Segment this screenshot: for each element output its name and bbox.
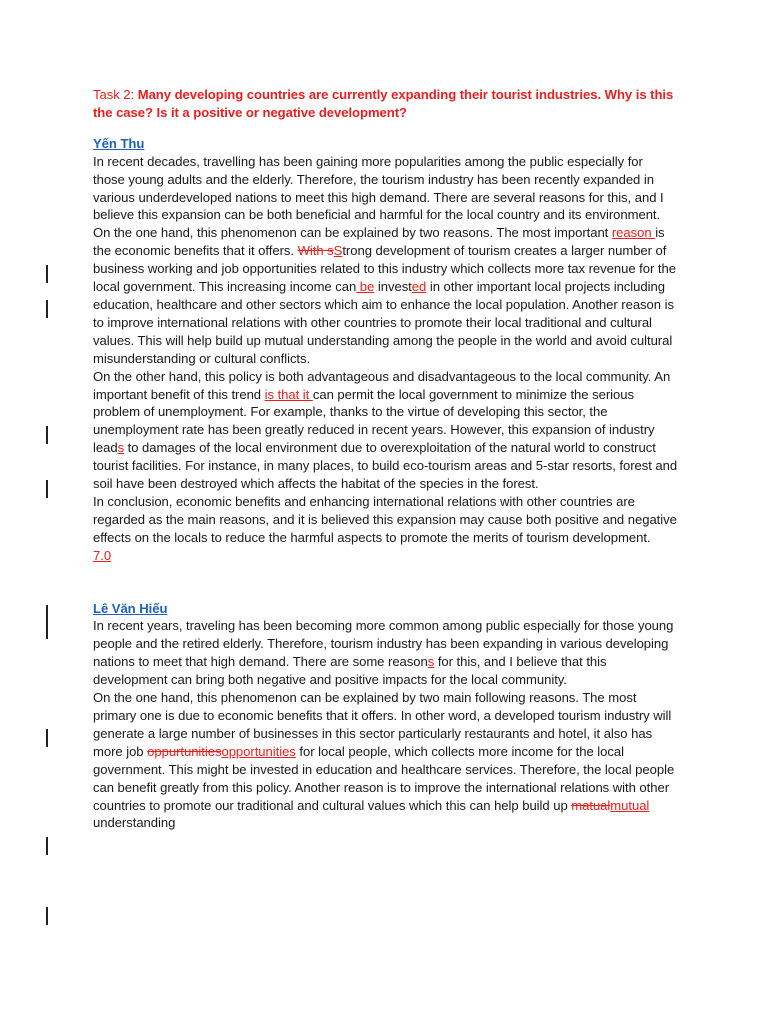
insertion: opportunities — [221, 743, 296, 759]
deletion: oppurtunities — [147, 743, 222, 759]
essay-1 — [93, 135, 678, 565]
revision-bar — [46, 837, 48, 855]
paragraph: In conclusion, economic benefits and enhancing international relations with other countries are regarded as the main reasons, and it is believed this expansion may cause both positive and negative effects on the locals to reduce the harmful aspects to promote the merits of tourism development. — [93, 493, 677, 545]
paragraph: On the one hand, this phenomenon can be explained by two main following reasons. The most primary one is due to economic benefits that it offers. In other word, a developed tourism industry will generate a large number of businesses in this sector particularly restaurants and hotel, it also has more job oppurtunitiesopportunities for local people, which collects more income for the local government. This might be invested in education and healthcare services. Therefore, the local people can benefit greatly from this policy. Another reason is to improve the international relations with other countries to promote our traditional and cultural values which this can help build up matualmutual understanding — [93, 690, 675, 831]
essay-2 — [93, 600, 678, 833]
revision-bar — [46, 300, 48, 318]
deletion: matual — [571, 797, 611, 813]
insertion: ed — [411, 279, 427, 295]
revision-bar — [46, 605, 48, 639]
insertion: S — [333, 243, 343, 259]
paragraph: On the one hand, this phenomenon can be explained by two reasons. The most important reason is the economic benefits that it offers. With sStrong development of tourism creates a larger number of business working and job opportunities related to this industry which collects more tax revenue for the local government. This increasing income can be invested in other important local projects including education, healthcare and other sectors which aim to enhance the local population. Another reason is to improve international relations with other countries to promote their local traditional and cultural values. This will help build up mutual understanding among the people in the world and avoid cultural misunderstanding or cultural conflicts. — [93, 225, 676, 366]
author-name: Yến Thu — [93, 135, 145, 151]
score: 7.0 — [93, 547, 112, 563]
revision-bar — [46, 907, 48, 925]
insertion: s — [427, 654, 435, 670]
paragraph: In recent decades, travelling has been gaining more popularities among the public especially for those young adults and the elderly. Therefore, the tourism industry has been recently expanded in various underdeveloped nations to meet this high demand. There are several reasons for this, and I believe this expansion can be both beneficial and harmful for the local country and its environment. — [93, 153, 664, 223]
revision-bar — [46, 729, 48, 747]
paragraph: On the other hand, this policy is both advantageous and disadvantageous to the local community. An important benefit of this trend is that it can permit the local government to minimize the serious problem of unemployment. For example, thanks to the virtue of developing this sector, the unemployment rate has been greatly reduced in recent years. However, this expansion of industry leads to damages of the local environment due to overexploitation of the natural world to construct tourist facilities. For instance, in many places, to build eco-tourism areas and 5-star resorts, forest and soil have been destroyed which affects the habitat of the species in the forest. — [93, 368, 678, 492]
insertion: be — [356, 279, 375, 295]
revision-bar — [46, 480, 48, 498]
revision-bar — [46, 265, 48, 283]
revision-bar — [46, 426, 48, 444]
document-page — [93, 86, 678, 832]
task-heading: Task 2: Many developing countries are currently expanding their tourist industries. Why is this the case? Is it a positive or negative development? — [93, 87, 674, 120]
author-name: Lê Văn Hiếu — [93, 600, 168, 616]
paragraph: In recent years, traveling has been becoming more common among public especially for those young people and the retired elderly. Therefore, tourism industry has been expanding in various developing nations to meet that high demand. There are some reasons for this, and I believe that this development can bring both negative and positive impacts for the local community. — [93, 618, 674, 688]
insertion: mutual — [610, 797, 650, 813]
deletion: With s — [297, 243, 334, 259]
task-question: Many developing countries are currently expanding their tourist industries. Why is this the case? Is it a positive or negative development? — [93, 87, 674, 120]
insertion: reason — [611, 225, 656, 241]
insertion: s — [117, 440, 125, 456]
insertion: is that it — [264, 386, 313, 402]
